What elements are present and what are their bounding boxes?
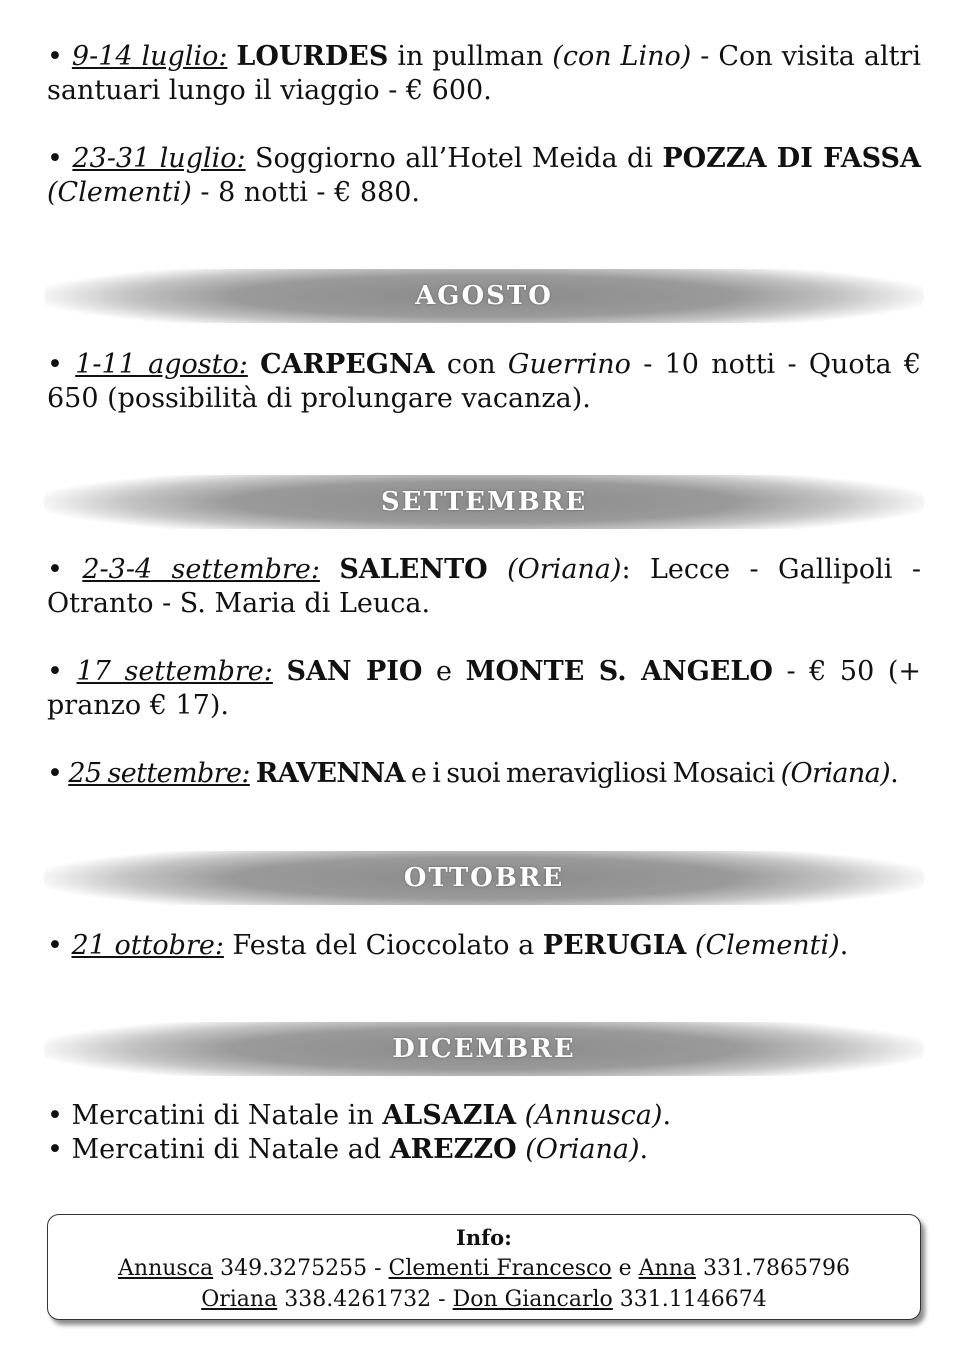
bullet: • xyxy=(47,554,63,585)
bullet: • xyxy=(47,41,63,72)
section-title: DICEMBRE xyxy=(392,1034,576,1064)
trip-lourdes xyxy=(47,40,921,108)
contact-phone: 338.4261732 - xyxy=(277,1287,453,1312)
trip-date: 2-3-4 settembre: xyxy=(82,554,320,585)
section-title: SETTEMBRE xyxy=(380,487,588,517)
trip-destination: SALENTO xyxy=(339,554,488,585)
trip-carpegna xyxy=(47,348,921,416)
contact-name: Don Giancarlo xyxy=(452,1287,613,1312)
trip-date: 23-31 luglio: xyxy=(72,143,246,174)
trip-text: Mercatini di Natale in xyxy=(71,1100,383,1131)
contact-name: Anna xyxy=(638,1256,696,1281)
trip-text: e i suoi meravigliosi Mosaici xyxy=(404,758,781,789)
trip-destination: PERUGIA xyxy=(542,930,687,961)
trip-destination: MONTE S. ANGELO xyxy=(465,656,773,687)
bullet: • xyxy=(47,1100,63,1131)
section-header-ottobre xyxy=(44,851,924,905)
trip-date: 17 settembre: xyxy=(76,656,273,687)
info-box xyxy=(47,1214,921,1320)
trip-date: 1-11 agosto: xyxy=(75,349,248,380)
trip-destination: CARPEGNA xyxy=(260,349,435,380)
trip-guide: (con Lino) xyxy=(552,41,692,72)
trip-alsazia xyxy=(47,1099,921,1133)
trip-date: 21 ottobre: xyxy=(71,930,224,961)
contact-phone: 331.1146674 xyxy=(612,1287,767,1312)
trip-guide: Guerrino xyxy=(507,349,631,380)
bullet: • xyxy=(47,349,63,380)
section-header-agosto xyxy=(44,269,924,323)
trip-text: - 10 notti - Quota € 650 (possibilità di prolungare vacanza). xyxy=(47,349,922,414)
trip-destination: AREZZO xyxy=(389,1134,517,1165)
section-title: AGOSTO xyxy=(415,281,553,311)
trip-destination: SAN PIO xyxy=(286,656,423,687)
trip-text: - 8 notti - € 880. xyxy=(191,177,420,208)
trip-text: - Con visita altri santuari lungo il viaggio - € 600. xyxy=(47,41,921,106)
trip-salento xyxy=(47,553,921,621)
trip-sanpio xyxy=(47,655,921,723)
bullet: • xyxy=(47,758,63,789)
bullet: • xyxy=(47,930,63,961)
trip-text: . xyxy=(890,758,899,789)
trip-text: . xyxy=(639,1134,649,1165)
section-header-dicembre xyxy=(44,1022,924,1076)
trip-pozza xyxy=(47,142,921,210)
section-title: OTTOBRE xyxy=(403,863,565,893)
info-title: Info: xyxy=(456,1225,512,1250)
trip-destination: ALSAZIA xyxy=(382,1100,517,1131)
contact-name: Oriana xyxy=(201,1287,278,1312)
trip-ravenna xyxy=(47,757,921,791)
trip-date: 25 settembre: xyxy=(68,758,250,789)
trip-text: . xyxy=(839,930,849,961)
section-header-settembre xyxy=(44,475,924,529)
trip-destination: POZZA DI FASSA xyxy=(662,143,921,174)
trip-text: Festa del Cioccolato a xyxy=(223,930,543,961)
trip-guide: (Oriana) xyxy=(525,1134,640,1165)
trip-arezzo xyxy=(47,1133,921,1167)
trip-guide: (Oriana) xyxy=(780,758,891,789)
trip-text: Soggiorno all’Hotel Meida di xyxy=(245,143,663,174)
contact-separator: e xyxy=(611,1256,639,1281)
contact-phone: 331.7865796 xyxy=(695,1256,850,1281)
trip-guide: (Clementi) xyxy=(47,177,192,208)
contact-name: Clementi Francesco xyxy=(388,1256,612,1281)
trip-destination: RAVENNA xyxy=(255,758,405,789)
trip-text: con xyxy=(434,349,508,380)
trip-perugia xyxy=(47,929,921,963)
trip-text: in pullman xyxy=(388,41,553,72)
info-contacts-line-1 xyxy=(48,1253,920,1284)
trip-guide: (Annusca) xyxy=(524,1100,663,1131)
trip-text: . xyxy=(662,1100,672,1131)
info-contacts-line-2 xyxy=(48,1284,920,1315)
trip-date: 9-14 luglio: xyxy=(71,41,228,72)
contact-phone: 349.3275255 - xyxy=(213,1256,389,1281)
bullet: • xyxy=(47,143,63,174)
contact-name: Annusca xyxy=(118,1256,214,1281)
trip-text: Mercatini di Natale ad xyxy=(71,1134,390,1165)
trip-text: e xyxy=(422,656,466,687)
trip-guide: (Oriana) xyxy=(507,554,622,585)
bullet: • xyxy=(47,1134,63,1165)
trip-guide: (Clementi) xyxy=(694,930,840,961)
trip-destination: LOURDES xyxy=(236,41,389,72)
bullet: • xyxy=(47,656,63,687)
trip-text: - € 50 (+ pranzo € 17). xyxy=(47,656,921,721)
trip-text: : Lecce - Gallipoli - Otranto - S. Maria di Leuca. xyxy=(47,554,921,619)
